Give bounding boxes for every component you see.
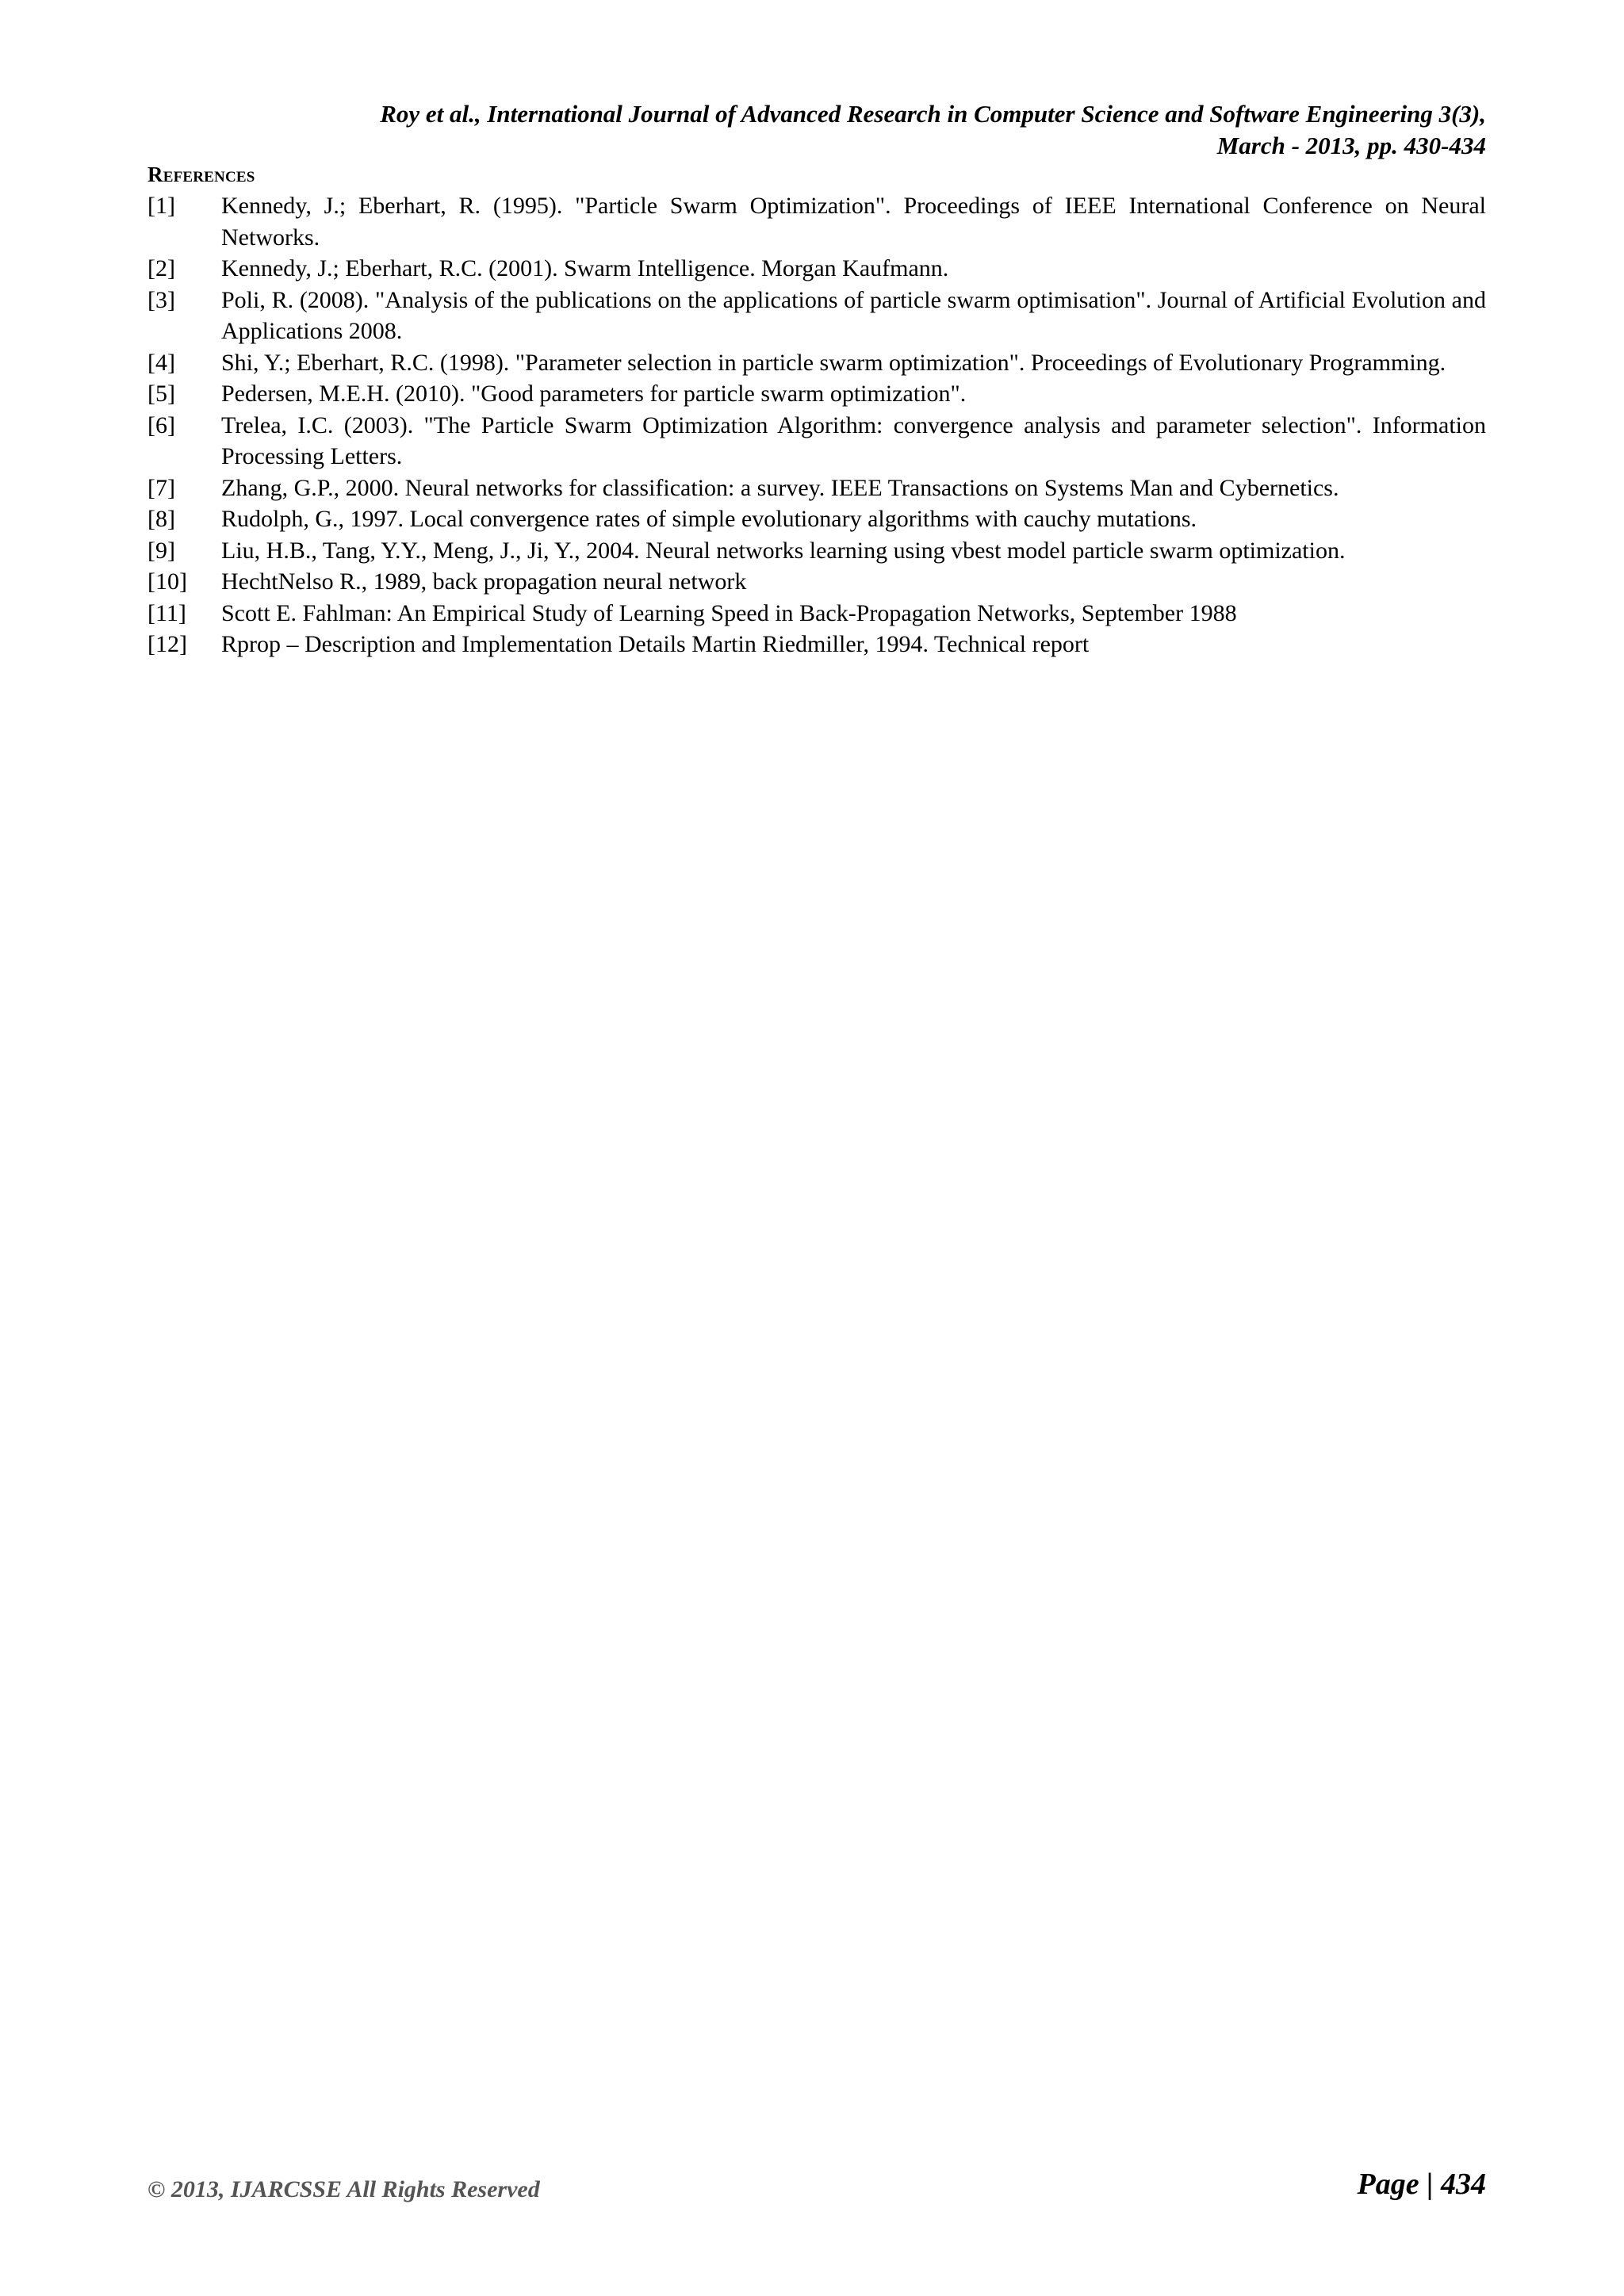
reference-item <box>147 253 1486 285</box>
reference-text: Poli, R. (2008). "Analysis of the publications on the applications of particle swarm optimisation". Journal of Artificial Evolution and Applications 2008. <box>221 286 1486 344</box>
page-number: Page | 434 <box>1357 2168 1486 2201</box>
reference-number: [3] <box>147 286 175 313</box>
reference-number: [7] <box>147 474 175 501</box>
reference-item <box>147 566 1486 598</box>
reference-item <box>147 378 1486 410</box>
reference-number: [2] <box>147 255 175 281</box>
running-header <box>238 98 1486 162</box>
reference-text: Rprop – Description and Implementation Details Martin Riedmiller, 1994. Technical report <box>221 631 1090 657</box>
reference-text: Pedersen, M.E.H. (2010). "Good parameters for particle swarm optimization". <box>221 381 967 407</box>
reference-number: [11] <box>147 599 186 626</box>
reference-text: Trelea, I.C. (2003). "The Particle Swarm Optimization Algorithm: convergence analysis and parameter selection". Information Processing Letters. <box>221 411 1486 469</box>
reference-number: [9] <box>147 537 175 564</box>
reference-text: Kennedy, J.; Eberhart, R. (1995). "Particle Swarm Optimization". Proceedings of IEEE International Conference on Neural Networks. <box>221 193 1486 251</box>
reference-text: Liu, H.B., Tang, Y.Y., Meng, J., Ji, Y., 2004. Neural networks learning using vbest model particle swarm optimization. <box>221 537 1346 564</box>
reference-text: Zhang, G.P., 2000. Neural networks for classification: a survey. IEEE Transactions on Systems Man and Cybernetics. <box>221 474 1339 501</box>
reference-number: [10] <box>147 568 187 595</box>
reference-number: [1] <box>147 193 175 219</box>
reference-text: Rudolph, G., 1997. Local convergence rates of simple evolutionary algorithms with cauchy mutations. <box>221 506 1197 532</box>
reference-number: [8] <box>147 506 175 532</box>
reference-item <box>147 285 1486 347</box>
reference-number: [4] <box>147 349 175 376</box>
reference-number: [5] <box>147 381 175 407</box>
reference-item <box>147 190 1486 253</box>
reference-item <box>147 598 1486 629</box>
running-header-line-2: March - 2013, pp. 430-434 <box>1216 132 1486 159</box>
reference-text: Kennedy, J.; Eberhart, R.C. (2001). Swarm Intelligence. Morgan Kaufmann. <box>221 255 949 281</box>
reference-item <box>147 473 1486 504</box>
reference-item <box>147 535 1486 567</box>
reference-number: [12] <box>147 631 187 657</box>
reference-item <box>147 410 1486 473</box>
running-header-line-1: Roy et al., International Journal of Advanced Research in Computer Science and Software Engineering 3(3), <box>380 100 1486 128</box>
reference-text: HechtNelso R., 1989, back propagation neural network <box>221 568 747 595</box>
reference-text: Shi, Y.; Eberhart, R.C. (1998). "Parameter selection in particle swarm optimization". Proceedings of Evolutionary Programming. <box>221 349 1446 376</box>
reference-item <box>147 347 1486 379</box>
reference-item <box>147 503 1486 535</box>
reference-number: [6] <box>147 411 175 438</box>
copyright-notice: © 2013, IJARCSSE All Rights Reserved <box>147 2176 540 2202</box>
reference-text: Scott E. Fahlman: An Empirical Study of Learning Speed in Back-Propagation Networks, September 1988 <box>221 599 1237 626</box>
references-heading: References <box>147 163 255 186</box>
reference-item <box>147 629 1486 660</box>
references-list <box>147 190 1486 660</box>
